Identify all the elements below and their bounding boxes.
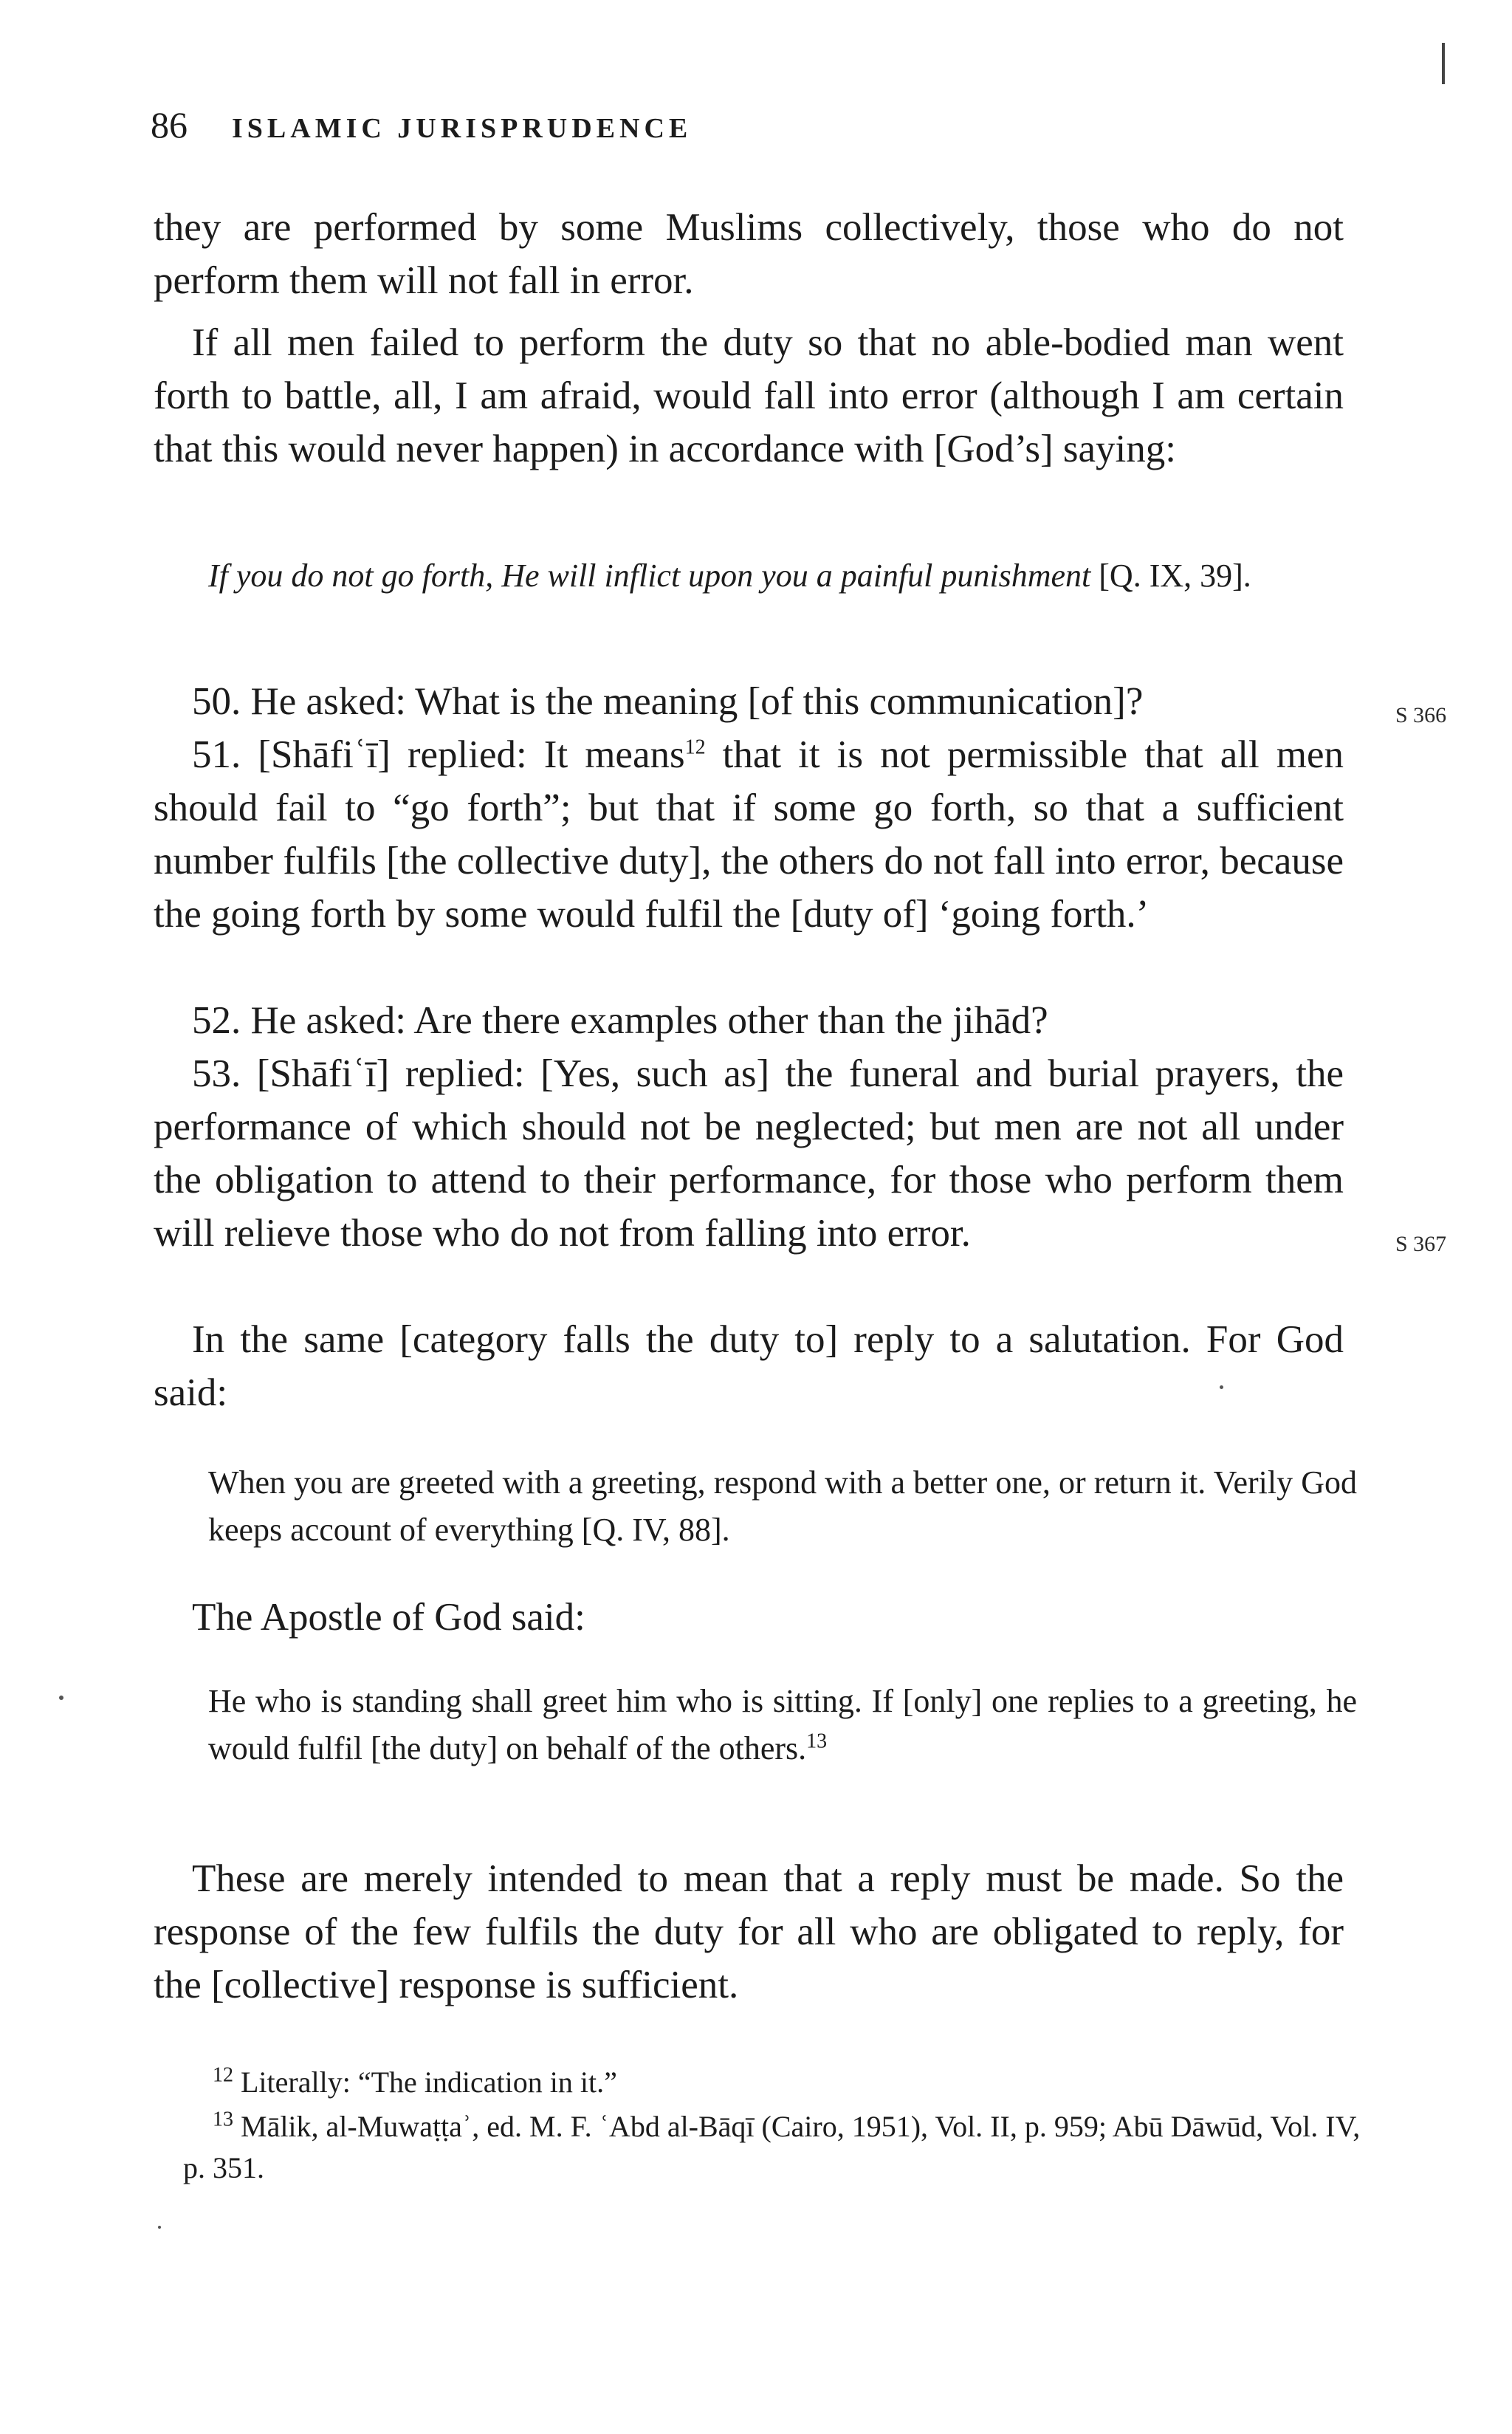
running-title: ISLAMIC JURISPRUDENCE: [232, 113, 693, 144]
paragraph-these: These are merely intended to mean that a reply must be made. So the response of the few fulfils the duty for all who are obligated to reply, for the [collective] response is sufficient.: [154, 1857, 1344, 2006]
footnote-ref-12: 12: [684, 736, 706, 759]
paragraph-if-all-men: If all men failed to perform the duty so that no able-bodied man went forth to battle, all, I am afraid, would fall into error (although I am certain that this would never happen) in accordance with [God’s] saying:: [154, 321, 1344, 470]
paragraph-52: 52. He asked: Are there examples other than the jihād?: [192, 999, 1048, 1042]
footnote-13-mark: 13: [213, 2108, 233, 2131]
quran-quote-iv-88: When you are greeted with a greeting, respond with a better one, or return it. Verily God keeps account of everything [Q. IV, 88].: [208, 1464, 1357, 1548]
footnote-ref-13: 13: [806, 1729, 828, 1753]
hadith-quote: [208, 1678, 1357, 1772]
margin-note-s367: S 367: [1395, 1232, 1447, 1256]
scan-speck: [1220, 1385, 1223, 1389]
footnote-13: [183, 2106, 1364, 2189]
paragraph-continuation: they are performed by some Muslims collectively, those who do not perform them will not fall in error.: [154, 206, 1344, 302]
paragraph-53: 53. [Shāfiʿī] replied: [Yes, such as] the funeral and burial prayers, the performance of which should not be neglected; but men are not all under the obligation to attend to their performance, for those who perform them will relieve those who do not from falling into error.: [154, 1052, 1344, 1255]
paragraph-50: 50. He asked: What is the meaning [of this communication]?: [192, 680, 1144, 723]
quran-quote-ix-39: [208, 552, 1357, 600]
running-head: [151, 103, 692, 151]
scan-speck: [59, 1696, 63, 1700]
footnote-12: [183, 2062, 1364, 2103]
p51-start: 51. [Shāfiʿī] replied: It means: [192, 733, 685, 776]
p51-rest: that it is not permissible that all men should fail to “go forth”; but that if some go forth, so that a sufficient number fulfils [the collective duty], the others do not fall into error, because the going forth by some would fulfil the [duty of] ‘going forth.’: [154, 733, 1344, 936]
scan-mark: [1442, 43, 1445, 84]
scan-speck: [158, 2226, 161, 2229]
quote1-text: If you do not go forth, He will inflict upon you a painful punishment: [208, 558, 1091, 594]
quote1-ref: [Q. IX, 39].: [1090, 558, 1251, 594]
quote3-text: He who is standing shall greet him who is sitting. If [only] one replies to a greeting, he would fulfil [the duty] on behalf of the others.: [208, 1683, 1357, 1766]
margin-note-s366: S 366: [1395, 703, 1447, 727]
page-number: 86: [151, 104, 188, 145]
paragraph-apostle: The Apostle of God said:: [192, 1596, 585, 1639]
paragraph-in-the-same: In the same [category falls the duty to] reply to a salutation. For God said:: [154, 1318, 1344, 1414]
footnote-12-text: Literally: “The indication in it.”: [233, 2066, 617, 2099]
footnote-12-mark: 12: [213, 2063, 233, 2087]
footnote-13-text: Mālik, al-Muwaṭṭaʾ, ed. M. F. ʿAbd al-Bāqī (Cairo, 1951), Vol. II, p. 959; Abū Dāwūd, Vol. IV, p. 351.: [183, 2110, 1361, 2184]
paragraph-51: [154, 728, 1344, 941]
